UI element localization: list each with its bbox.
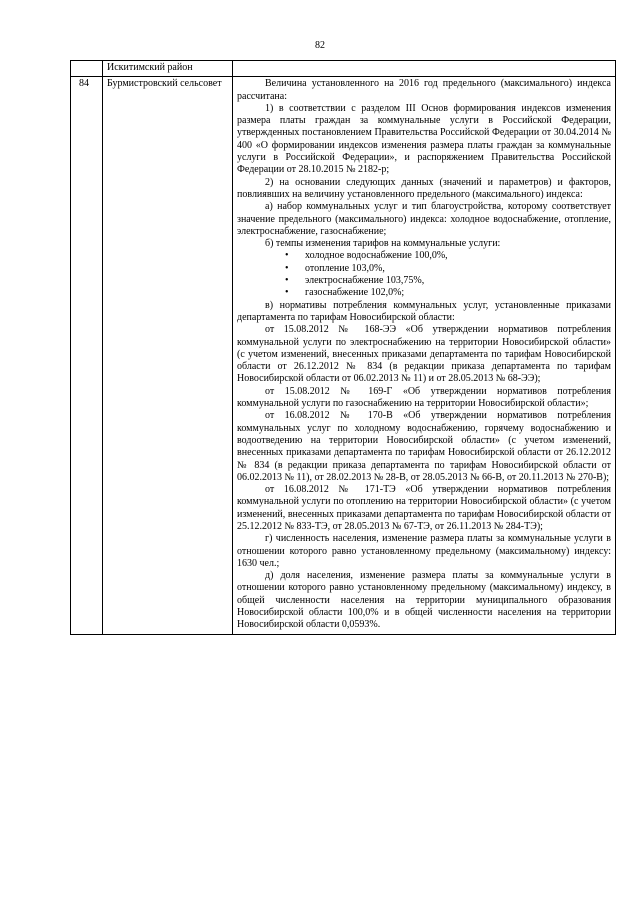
tariff-text: газоснабжение 102,0%;: [305, 287, 405, 299]
district-content-cell: [233, 61, 616, 77]
item-v-paragraph: в) нормативы потребления коммунальных услуг, установленные приказами департамента по тарифам Новосибирской области:: [237, 299, 611, 323]
item-d-paragraph: д) доля населения, изменение размера платы за коммунальные услуги в отношении которого равно установленному предельному (максимальному) индексу, в общей численности населения на территории муниципального образования Новосибирской области 100,0% и в общей численности населения на территории Новосибирской области 0,0593%.: [237, 570, 611, 631]
item-a-paragraph: а) набор коммунальных услуг и тип благоустройства, которому соответствует значение предельного (максимального) индекса: холодное водоснабжение, отопление, электроснабжение, газоснабжение;: [237, 201, 611, 237]
tariff-list: [237, 250, 611, 299]
district-number-cell: [71, 61, 103, 77]
row-number: 84: [71, 77, 103, 634]
item-b-paragraph: б) темпы изменения тарифов на коммунальные услуги:: [265, 238, 501, 250]
bullet-icon: •: [285, 287, 289, 299]
bullet-icon: •: [285, 262, 289, 274]
list-item: [285, 275, 611, 287]
bullet-icon: •: [285, 250, 289, 262]
bullet-icon: •: [285, 275, 289, 287]
index-table: [70, 60, 616, 635]
item-1-paragraph: 1) в соответствии с разделом III Основ формирования индексов изменения размера платы граждан за коммунальные услуги в Российской Федерации, утвержденных постановлением Правительства Российской Федерации от 30.04.2014 № 400 «О формировании индексов изменения размера платы граждан за коммунальные услуги в Российской Федерации», и распоряжением Правительства Российской Федерации от 28.10.2015 № 2182-р;: [237, 102, 611, 176]
item-2-paragraph: 2) на основании следующих данных (значений и параметров) и факторов, повлиявших на величину установленного предельного (максимального) индекса:: [237, 176, 611, 200]
index-description: [233, 77, 616, 634]
item-g-paragraph: г) численность населения, изменение размера платы за коммунальные услуги в отношении которого равно установленному предельному (максимальному) индексу: 1630 чел.;: [237, 533, 611, 569]
order-water-paragraph: от 16.08.2012 № 170-В «Об утверждении нормативов потребления коммунальных услуг по холодному водоснабжению, горячему водоснабжению и водоотведению на территории Новосибирской области» (с учетом изменений, внесенных приказами департамента по тарифам Новосибирской области от 26.12.2012 № 834 (в редакции приказа департамента по тарифам Новосибирской области от 06.02.2013 № 11), от 28.02.2013 № 28-В, от 28.05.2013 № 66-В, от 20.11.2013 № 270-В);: [237, 410, 611, 483]
municipality-name: Бурмистровский сельсовет: [103, 77, 233, 634]
intro-paragraph: Величина установленного на 2016 год предельного (максимального) индекса рассчитана:: [237, 78, 611, 102]
list-item: [285, 287, 611, 299]
page-number: 82: [315, 40, 325, 51]
tariff-text: холодное водоснабжение 100,0%,: [305, 250, 448, 262]
district-name-cell: Искитимский район: [103, 61, 233, 77]
order-gas-paragraph: от 15.08.2012 № 169-Г «Об утверждении нормативов потребления коммунальной услуги по газоснабжению на территории Новосибирской области»;: [237, 385, 611, 410]
tariff-text: отопление 103,0%,: [305, 262, 385, 274]
list-item: [285, 250, 611, 262]
table-row: [71, 77, 616, 634]
list-item: [285, 262, 611, 275]
district-row: [71, 61, 616, 77]
tariff-text: электроснабжение 103,75%,: [305, 275, 425, 287]
order-electricity-paragraph: от 15.08.2012 № 168-ЭЭ «Об утверждении нормативов потребления коммунальной услуги по электроснабжению на территории Новосибирской области» (с учетом изменений, внесенных приказами департамента по тарифам Новосибирской области от 26.12.2012 № 834 (в редакции приказа департамента по тарифам Новосибирской области от 06.02.2013 № 11) и от 28.05.2013 № 68-ЭЭ);: [237, 324, 611, 385]
order-heating-paragraph: от 16.08.2012 № 171-ТЭ «Об утверждении нормативов потребления коммунальной услуги по отоплению на территории Новосибирской области» (с учетом изменений, внесенных приказами департамента по тарифам Новосибирской области от 25.12.2012 № 833-ТЭ, от 28.05.2013 № 67-ТЭ, от 26.11.2013 № 284-ТЭ);: [237, 484, 611, 532]
